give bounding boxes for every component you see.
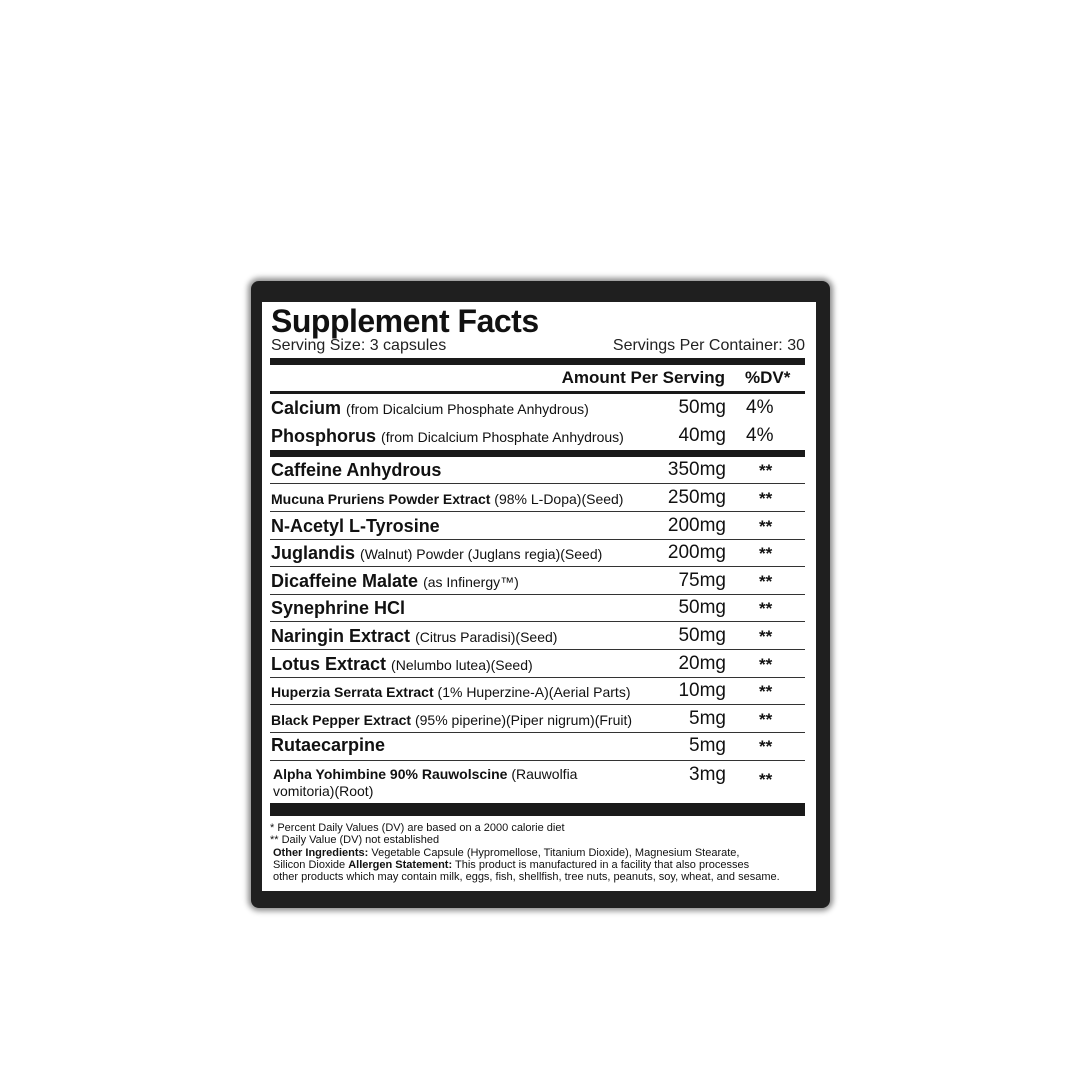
ingredient-name: Huperzia Serrata Extract (1% Huperzine-A)(Aerial Parts) xyxy=(271,684,631,700)
ingredient-amount: 3mg xyxy=(689,764,726,785)
ingredient-name: N-Acetyl L-Tyrosine xyxy=(271,516,440,536)
row-divider xyxy=(270,621,805,622)
ingredient-name: Dicaffeine Malate (as Infinergy™) xyxy=(271,571,519,591)
nutrient-row-phosphorus xyxy=(270,425,805,453)
label-title: Supplement Facts xyxy=(271,303,539,339)
ingredient-amount: 10mg xyxy=(678,680,726,701)
ingredient-dv: ** xyxy=(759,489,773,508)
ingredient-amount: 250mg xyxy=(667,487,726,508)
ingredient-dv: ** xyxy=(759,682,773,701)
allergen-statement-line2: other products which may contain milk, eggs, fish, shellfish, tree nuts, peanuts, soy, wheat, and sesame. xyxy=(273,871,780,883)
ingredient-name: Juglandis (Walnut) Powder (Juglans regia)(Seed) xyxy=(271,543,603,563)
ingredient-name: Mucuna Pruriens Powder Extract (98% L-Dopa)(Seed) xyxy=(271,491,624,507)
row-divider xyxy=(270,594,805,595)
row-divider xyxy=(270,677,805,678)
servings-per-container: Servings Per Container: 30 xyxy=(612,337,805,354)
ingredient-amount: 20mg xyxy=(678,653,726,674)
ingredient-amount: 200mg xyxy=(667,515,726,536)
nutrient-row-calcium xyxy=(270,397,805,425)
nutrient-name: Phosphorus (from Dicalcium Phosphate Anhydrous) xyxy=(271,426,624,446)
serving-size: Serving Size: 3 capsules xyxy=(271,337,447,354)
ingredient-dv: ** xyxy=(759,770,773,789)
ingredient-dv: ** xyxy=(759,461,773,480)
nutrient-dv: 4% xyxy=(746,397,774,418)
nutrient-name: Calcium (from Dicalcium Phosphate Anhydrous) xyxy=(271,398,589,418)
ingredient-amount: 50mg xyxy=(678,625,726,646)
ingredient-dv: ** xyxy=(759,572,773,591)
other-ingredients-line2: Silicon Dioxide Allergen Statement: This product is manufactured in a facility that also processes xyxy=(273,859,750,871)
row-divider xyxy=(270,483,805,484)
thick-divider-middle xyxy=(270,450,805,457)
ingredient-amount: 5mg xyxy=(689,708,726,729)
row-divider xyxy=(270,704,805,705)
ingredient-dv: ** xyxy=(759,627,773,646)
ingredient-name: Lotus Extract (Nelumbo lutea)(Seed) xyxy=(271,654,533,674)
row-divider xyxy=(270,566,805,567)
nutrient-amount: 40mg xyxy=(678,425,726,446)
nutrient-dv: 4% xyxy=(746,425,774,446)
header-divider xyxy=(270,391,805,394)
ingredient-dv: ** xyxy=(759,710,773,729)
other-ingredients-line1: Other Ingredients: Vegetable Capsule (Hypromellose, Titanium Dioxide), Magnesium Stearate, xyxy=(273,847,740,859)
nutrient-amount: 50mg xyxy=(678,397,726,418)
ingredient-dv: ** xyxy=(759,655,773,674)
dv-not-established-footnote: ** Daily Value (DV) not established xyxy=(270,834,440,846)
ingredient-name: Synephrine HCl xyxy=(271,598,406,618)
ingredient-note-continued: vomitoria)(Root) xyxy=(273,783,374,799)
dv-header: %DV* xyxy=(745,368,791,387)
row-divider xyxy=(270,539,805,540)
ingredient-name: Naringin Extract (Citrus Paradisi)(Seed) xyxy=(271,626,558,646)
thick-divider-top xyxy=(270,358,805,365)
ingredient-name: Black Pepper Extract (95% piperine)(Piper nigrum)(Fruit) xyxy=(271,712,633,728)
row-divider xyxy=(270,760,805,761)
ingredient-amount: 350mg xyxy=(667,459,726,480)
ingredient-dv: ** xyxy=(759,737,773,756)
ingredient-amount: 200mg xyxy=(667,542,726,563)
ingredient-amount: 75mg xyxy=(678,570,726,591)
ingredient-amount: 50mg xyxy=(678,597,726,618)
row-divider xyxy=(270,649,805,650)
ingredient-dv: ** xyxy=(759,599,773,618)
ingredient-name: Rutaecarpine xyxy=(271,735,386,755)
ingredient-name: Caffeine Anhydrous xyxy=(271,460,442,480)
ingredient-dv: ** xyxy=(759,517,773,536)
row-divider xyxy=(270,732,805,733)
row-divider xyxy=(270,511,805,512)
amount-per-serving-header: Amount Per Serving xyxy=(561,368,725,387)
ingredient-dv: ** xyxy=(759,544,773,563)
ingredient-amount: 5mg xyxy=(689,735,726,756)
dv-footnote: * Percent Daily Values (DV) are based on a 2000 calorie diet xyxy=(270,822,565,834)
thick-divider-bottom xyxy=(270,803,805,816)
ingredient-name: Alpha Yohimbine 90% Rauwolscine (Rauwolfia xyxy=(273,766,578,782)
